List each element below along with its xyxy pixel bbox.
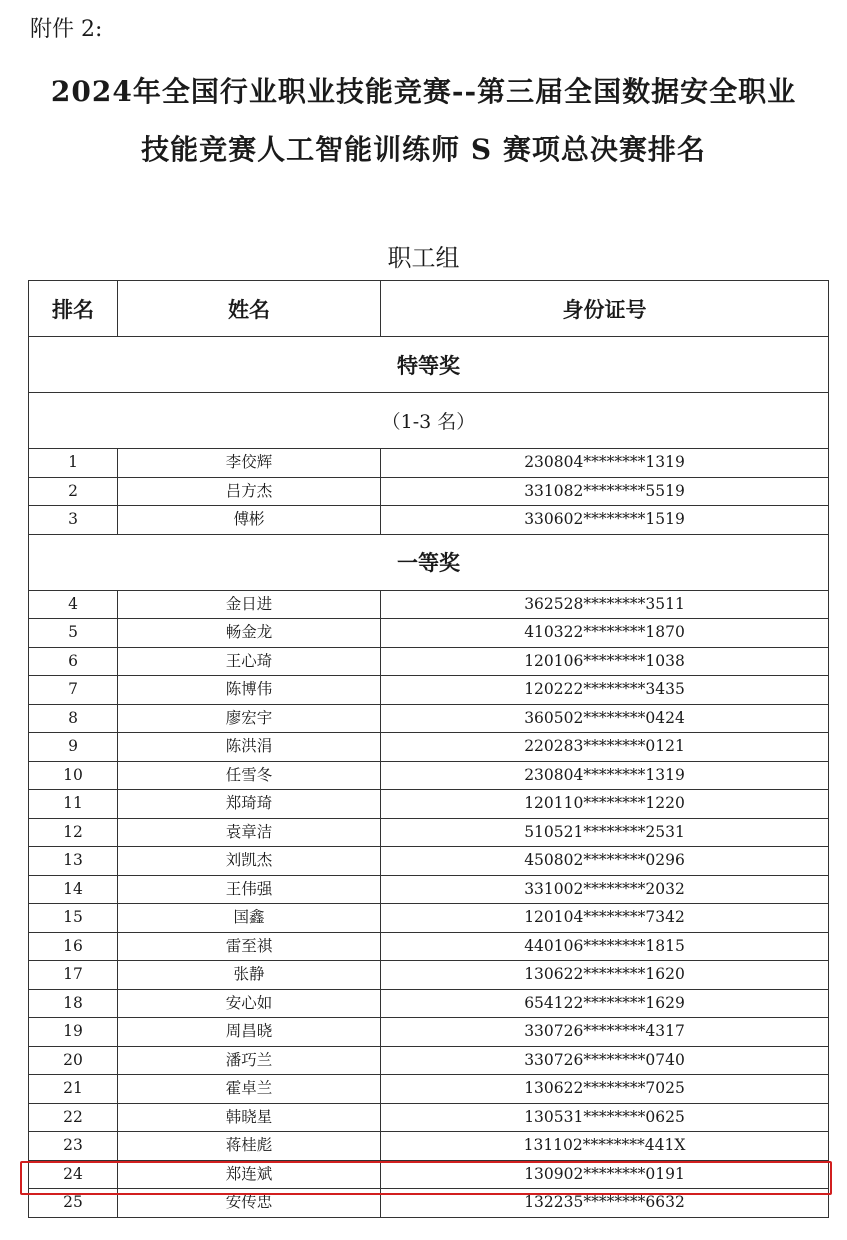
header-rank: 排名 [29,281,118,337]
name-cell: 国鑫 [118,904,381,933]
name-cell: 吕方杰 [118,477,381,506]
special-range-label: （1-3 名） [29,393,829,449]
table-header-row [29,281,829,337]
rank-cell: 22 [29,1103,118,1132]
table-row [29,904,829,933]
rank-cell: 12 [29,818,118,847]
name-cell: 廖宏宇 [118,704,381,733]
rank-cell: 13 [29,847,118,876]
rank-cell: 7 [29,676,118,705]
name-cell: 雷至祺 [118,932,381,961]
name-cell: 蒋桂彪 [118,1132,381,1161]
table-row [29,1132,829,1161]
table-row [29,761,829,790]
special-award-label: 特等奖 [29,337,829,393]
id-cell: 130622********1620 [381,961,829,990]
header-name: 姓名 [118,281,381,337]
group-title: 职工组 [387,244,460,272]
name-cell: 刘凯杰 [118,847,381,876]
id-cell: 330602********1519 [381,506,829,535]
name-cell: 李佼辉 [118,449,381,478]
rank-cell: 14 [29,875,118,904]
rank-cell: 19 [29,1018,118,1047]
first-award-label: 一等奖 [29,534,829,590]
table-row [29,704,829,733]
rank-cell: 20 [29,1046,118,1075]
id-cell: 230804********1319 [381,449,829,478]
table-row [29,961,829,990]
table-row [29,989,829,1018]
id-cell: 360502********0424 [381,704,829,733]
id-cell: 220283********0121 [381,733,829,762]
id-cell: 132235********6632 [381,1189,829,1218]
name-cell: 傅彬 [118,506,381,535]
table-row [29,1103,829,1132]
id-cell: 654122********1629 [381,989,829,1018]
name-cell: 陈洪涓 [118,733,381,762]
rank-cell: 17 [29,961,118,990]
id-cell: 331002********2032 [381,875,829,904]
document-title-line-2: 技能竞赛人工智能训练师 S 赛项总决赛排名 [141,133,706,166]
table-row [29,1160,829,1189]
name-cell: 霍卓兰 [118,1075,381,1104]
rank-cell: 21 [29,1075,118,1104]
rank-cell: 24 [29,1160,118,1189]
id-cell: 120106********1038 [381,647,829,676]
table-row [29,733,829,762]
header-id: 身份证号 [381,281,829,337]
section-special-range [29,393,829,449]
id-cell: 130902********0191 [381,1160,829,1189]
section-special-award [29,337,829,393]
id-cell: 331082********5519 [381,477,829,506]
table-row [29,790,829,819]
name-cell: 金日进 [118,590,381,619]
table-row [29,847,829,876]
name-cell: 安心如 [118,989,381,1018]
table-row [29,449,829,478]
id-cell: 120110********1220 [381,790,829,819]
table-row [29,1018,829,1047]
table-row [29,676,829,705]
id-cell: 120222********3435 [381,676,829,705]
rank-cell: 10 [29,761,118,790]
table-row [29,818,829,847]
section-first-award [29,534,829,590]
name-cell: 任雪冬 [118,761,381,790]
attachment-label: 附件 2: [30,17,103,42]
name-cell: 畅金龙 [118,619,381,648]
rank-cell: 4 [29,590,118,619]
table-row [29,477,829,506]
name-cell: 郑连斌 [118,1160,381,1189]
name-cell: 郑琦琦 [118,790,381,819]
id-cell: 362528********3511 [381,590,829,619]
table-row [29,506,829,535]
id-cell: 450802********0296 [381,847,829,876]
id-cell: 230804********1319 [381,761,829,790]
rank-cell: 6 [29,647,118,676]
name-cell: 袁章洁 [118,818,381,847]
id-cell: 330726********4317 [381,1018,829,1047]
name-cell: 陈博伟 [118,676,381,705]
table-body [29,337,829,1218]
name-cell: 周昌晓 [118,1018,381,1047]
rank-cell: 9 [29,733,118,762]
id-cell: 440106********1815 [381,932,829,961]
id-cell: 510521********2531 [381,818,829,847]
table-row [29,932,829,961]
name-cell: 安传忠 [118,1189,381,1218]
table-row [29,1189,829,1218]
rank-cell: 16 [29,932,118,961]
id-cell: 130531********0625 [381,1103,829,1132]
table-row [29,647,829,676]
rank-cell: 15 [29,904,118,933]
document-title-line-1: 2024年全国行业职业技能竞赛--第三届全国数据安全职业 [50,75,797,108]
name-cell: 王心琦 [118,647,381,676]
name-cell: 韩晓星 [118,1103,381,1132]
name-cell: 张静 [118,961,381,990]
id-cell: 130622********7025 [381,1075,829,1104]
id-cell: 131102********441X [381,1132,829,1161]
rank-cell: 8 [29,704,118,733]
table-row [29,1075,829,1104]
rank-cell: 2 [29,477,118,506]
ranking-table [28,280,829,1218]
rank-cell: 3 [29,506,118,535]
id-cell: 330726********0740 [381,1046,829,1075]
table-row [29,1046,829,1075]
rank-cell: 18 [29,989,118,1018]
id-cell: 410322********1870 [381,619,829,648]
name-cell: 潘巧兰 [118,1046,381,1075]
id-cell: 120104********7342 [381,904,829,933]
rank-cell: 23 [29,1132,118,1161]
rank-cell: 5 [29,619,118,648]
table-row [29,590,829,619]
table-row [29,875,829,904]
rank-cell: 1 [29,449,118,478]
rank-cell: 11 [29,790,118,819]
table-row [29,619,829,648]
name-cell: 王伟强 [118,875,381,904]
rank-cell: 25 [29,1189,118,1218]
